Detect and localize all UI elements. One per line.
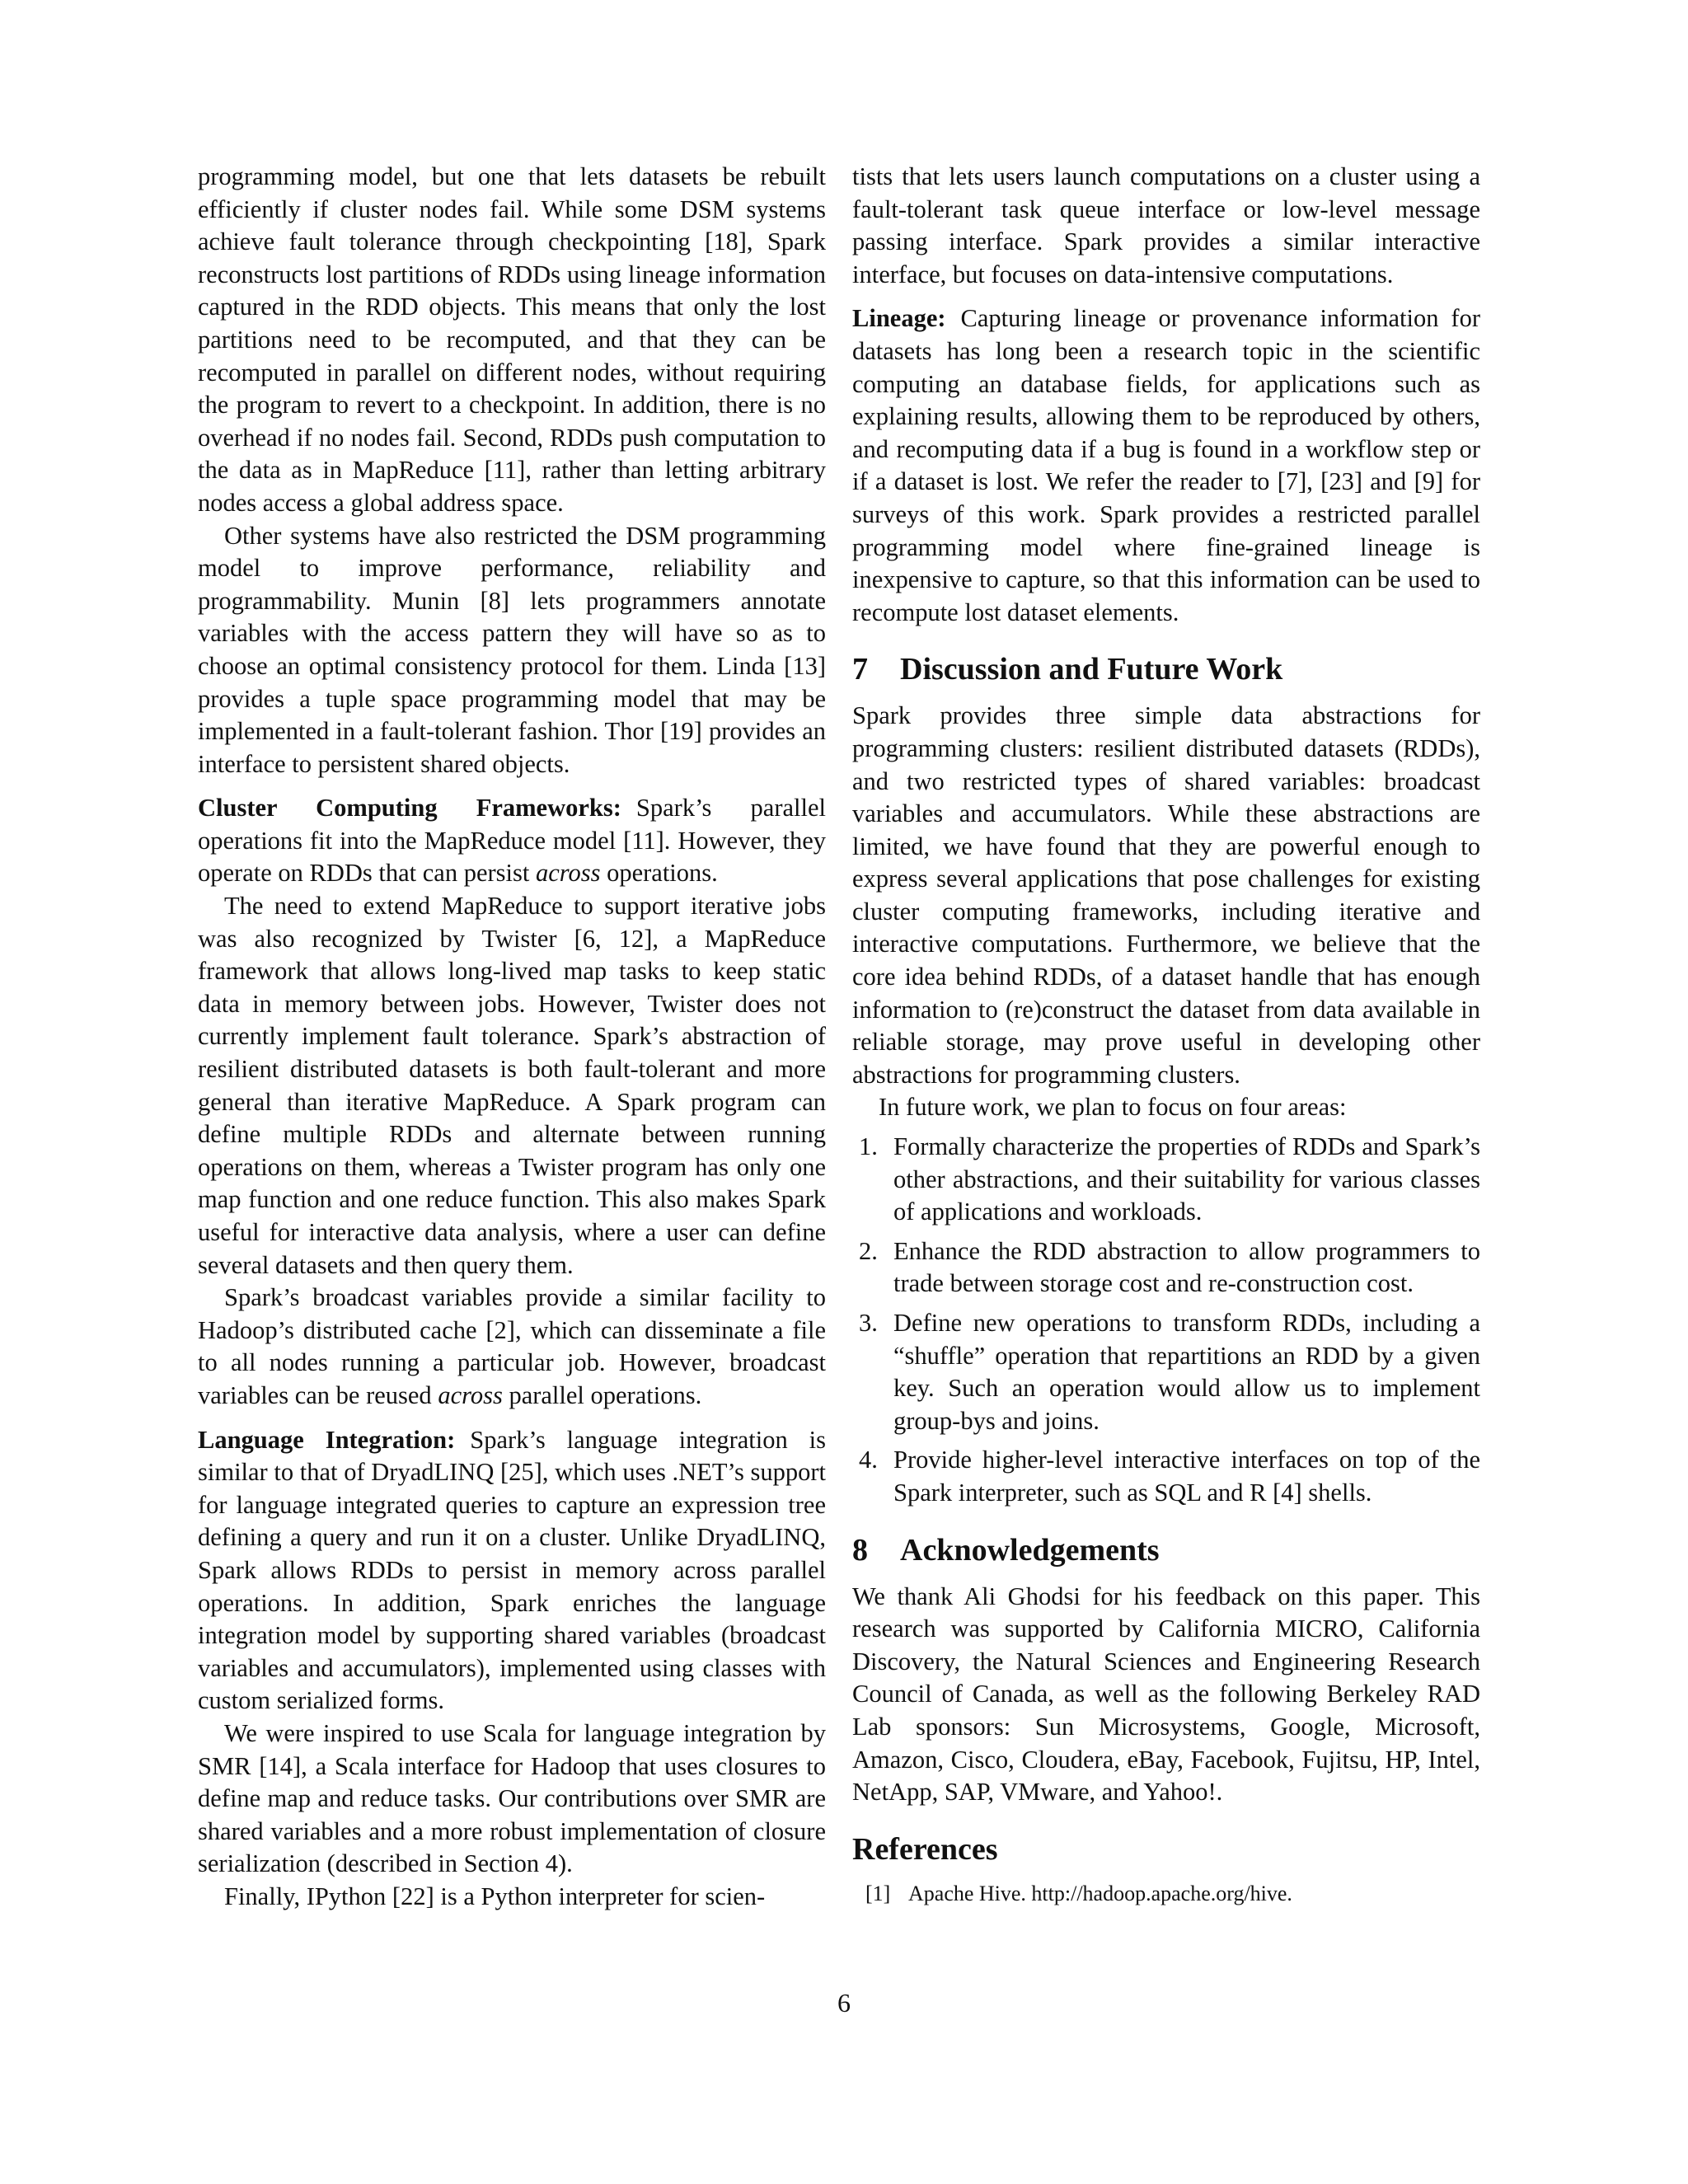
list-item-text: Provide higher-level interactive interfaces on top of the Spark interpreter, such as SQL and R [4] shells.: [893, 1446, 1480, 1507]
paragraph-text: Spark’s parallel operations fit into the MapReduce model [11]. However, they operate on RDDs that can persist: [198, 794, 826, 888]
paragraph-language-integration: [198, 1424, 826, 1718]
page-number: 6: [837, 1988, 851, 2018]
list-marker: 4.: [859, 1446, 878, 1474]
paragraph: Finally, IPython [22] is a Python interpreter for scien-: [224, 1882, 766, 1910]
paragraph: Other systems have also restricted the DSM programming model to improve performance, reliability and programmability. Munin [8] lets programmers annotate variables with the access pattern they will have so as to choose an optimal consistency protocol for them. Linda [13] provides a tuple space programming model that may be implemented in a fault-tolerant fashion. Thor [19] provides an interface to persistent shared objects.: [198, 521, 826, 778]
section-heading: [852, 650, 1480, 688]
list-marker: 2.: [859, 1236, 878, 1265]
list-item: [852, 1131, 1480, 1229]
paragraph: We were inspired to use Scala for language integration by SMR [14], a Scala interface for Hadoop that uses closures to define map and reduce tasks. Our contributions over SMR are shared variables and a more robust implementation of closure serialization (described in Section 4).: [198, 1718, 826, 1878]
list-marker: 3.: [859, 1309, 878, 1337]
paragraph-text: operations.: [600, 859, 718, 888]
emphasis: across: [535, 859, 601, 888]
runin-heading: Lineage:: [852, 304, 946, 333]
paragraph: [198, 1282, 826, 1412]
paragraph: Spark provides three simple data abstractions for programming clusters: resilient distributed datasets (RDDs), and two restricted types of shared variables: broadcast variables and accumulators. While these abstractions are limited, we have found that they are powerful enough to express several applications that pose challenges for existing cluster computing frameworks, including iterative and interactive computations. Furthermore, we believe that the core idea behind RDDs, of a dataset handle that has enough information to (re)construct the dataset from data available in reliable storage, may prove useful in developing other abstractions for programming clusters.: [852, 701, 1480, 1089]
paragraph-lineage: [852, 302, 1480, 629]
paragraph-cluster-frameworks: [198, 792, 826, 890]
future-work-list: [852, 1131, 1480, 1510]
paragraph-text: Capturing lineage or provenance information for datasets has long been a research topic in the scientific computing an database fields, for applications such as explaining results, allowing them to be reproduced by others, and recomputing data if a bug is found in a workflow step or if a dataset is lost. We refer the reader to [7], [23] and [9] for surveys of this work. Spark provides a restricted parallel programming model where fine-grained lineage is inexpensive to capture, so that this information can be used to recompute lost dataset elements.: [852, 304, 1480, 626]
paragraph-text: Spark’s broadcast variables provide a similar facility to Hadoop’s distributed cache [2], which can disseminate a file to all nodes running a particular job. However, broadcast variables can be reused: [198, 1283, 826, 1409]
section-title: Discussion and Future Work: [900, 652, 1283, 687]
paragraph: In future work, we plan to focus on four areas:: [879, 1093, 1347, 1122]
section-title: Acknowledgements: [900, 1532, 1160, 1568]
list-item-text: Enhance the RDD abstraction to allow programmers to trade between storage cost and re-construction cost.: [893, 1236, 1480, 1298]
section-number: 7: [852, 652, 868, 687]
section-number: 8: [852, 1532, 868, 1568]
right-column: [852, 161, 1480, 1908]
reference-list: [852, 1880, 1480, 1908]
list-item-text: Formally characterize the properties of RDDs and Spark’s other abstractions, and their suitability for various classes of applications and workloads.: [893, 1132, 1480, 1226]
section-heading: [852, 1531, 1480, 1569]
reference-text: Apache Hive. http://hadoop.apache.org/hive.: [908, 1881, 1292, 1905]
list-item: [852, 1307, 1480, 1437]
paragraph: The need to extend MapReduce to support iterative jobs was also recognized by Twister [6, 12], a MapReduce framework that allows long-lived map tasks to keep static data in memory between jobs. However, Twister does not currently implement fault tolerance. Spark’s abstraction of resilient distributed datasets is both fault-tolerant and more general than iterative MapReduce. A Spark program can define multiple RDDs and alternate between running operations on them, whereas a Twister program has only one map function and one reduce function. This also makes Spark useful for interactive data analysis, where a user can define several datasets and then query them.: [198, 892, 826, 1279]
list-marker: 1.: [859, 1132, 878, 1161]
runin-heading: Language Integration:: [198, 1425, 456, 1454]
references-heading: References: [852, 1831, 998, 1867]
list-item-text: Define new operations to transform RDDs, including a “shuffle” operation that repartitions an RDD by a given key. Such an operation would allow us to implement group-bys and joins.: [893, 1309, 1480, 1435]
paragraph-text: Spark’s language integration is similar to that of DryadLINQ [25], which uses .NET’s support for language integrated queries to capture an expression tree defining a query and run it on a cluster. Unlike DryadLINQ, Spark allows RDDs to persist in memory across parallel operations. In addition, Spark enriches the language integration model by supporting shared variables (broadcast variables and accumulators), implemented using classes with custom serialized forms.: [198, 1425, 826, 1715]
list-item: [852, 1444, 1480, 1509]
left-column: [198, 161, 826, 1913]
emphasis: across: [438, 1380, 503, 1409]
list-item: [852, 1235, 1480, 1301]
reference-marker: [1]: [865, 1881, 891, 1905]
paragraph: tists that lets users launch computations on a cluster using a fault-tolerant task queue interface or low-level message passing interface. Spark provides a similar interactive interface, but focuses on data-intensive computations.: [852, 162, 1480, 288]
runin-heading: Cluster Computing Frameworks:: [198, 794, 621, 823]
paragraph: We thank Ali Ghodsi for his feedback on this paper. This research was supported by California MICRO, California Discovery, the Natural Sciences and Engineering Research Council of Canada, as well as the following Berkeley RAD Lab sponsors: Sun Microsystems, Google, Microsoft, Amazon, Cisco, Cloudera, eBay, Facebook, Fujitsu, HP, Intel, NetApp, SAP, VMware, and Yahoo!.: [852, 1582, 1480, 1807]
paragraph: programming model, but one that lets datasets be rebuilt efficiently if cluster nodes fail. While some DSM systems achieve fault tolerance through checkpointing [18], Spark reconstructs lost partitions of RDDs using lineage information captured in the RDD objects. This means that only the lost partitions need to be recomputed, and that they can be recomputed in parallel on different nodes, without requiring the program to revert to a checkpoint. In addition, there is no overhead if no nodes fail. Second, RDDs push computation to the data as in MapReduce [11], rather than letting arbitrary nodes access a global address space.: [198, 162, 826, 517]
reference-item: [852, 1880, 1480, 1908]
paragraph-text: parallel operations.: [502, 1380, 702, 1409]
